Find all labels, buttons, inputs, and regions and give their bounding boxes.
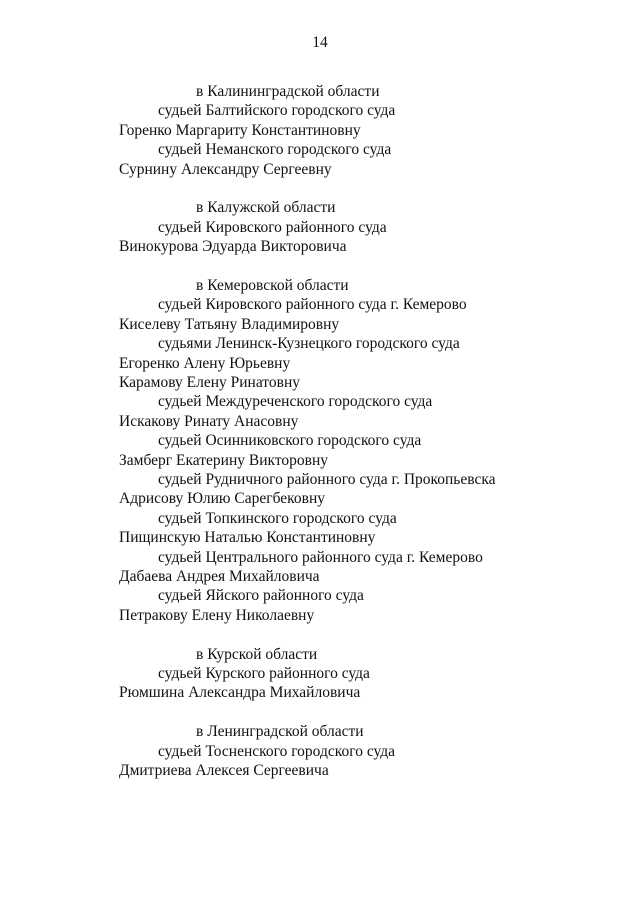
judge-name: Сурнину Александру Сергеевну	[119, 160, 332, 178]
judge-name: Дмитриева Алексея Сергеевича	[119, 762, 329, 779]
region-heading: в Ленинградской области	[196, 723, 364, 741]
judge-name: Замберг Екатерину Викторовну	[119, 451, 329, 469]
judge-name: Дабаева Андрея Михайловича	[119, 568, 320, 585]
judge-name: Пищинскую Наталью Константиновну	[119, 529, 376, 547]
court-position: судьями Ленинск-Кузнецкого городского суда	[158, 335, 460, 353]
court-position: судьей Яйского районного суда	[158, 587, 364, 605]
judge-name: Карамову Елену Ринатовну	[119, 374, 300, 391]
court-position: судьей Кировского районного суда	[158, 218, 387, 236]
court-position: судьей Центрального районного суда г. Кемерово	[158, 548, 483, 566]
page-number: 14	[312, 34, 328, 51]
judge-name: Горенко Маргариту Константиновну	[119, 121, 361, 139]
region-heading: в Курской области	[196, 645, 318, 663]
court-position: судьей Кировского районного суда г. Кемерово	[158, 296, 467, 314]
court-position: судьей Тосненского городского суда	[158, 742, 396, 760]
court-position: судьей Топкинского городского суда	[158, 509, 397, 527]
judge-name: Рюмшина Александра Михайловича	[119, 684, 361, 702]
judge-name: Киселеву Татьяну Владимировну	[119, 315, 340, 333]
region-heading: в Калининградской области	[196, 83, 380, 100]
court-position: судьей Неманского городского суда	[158, 141, 392, 159]
court-position: судьей Осинниковского городского суда	[158, 432, 422, 450]
judge-name: Искакову Ринату Анасовну	[119, 412, 299, 430]
region-heading: в Калужской области	[196, 199, 336, 217]
judge-name: Винокурова Эдуарда Викторовича	[119, 238, 347, 256]
region-heading: в Кемеровской области	[196, 277, 349, 294]
court-position: судьей Курского районного суда	[158, 665, 370, 682]
court-position: судьей Рудничного районного суда г. Прокопьевска	[158, 471, 496, 488]
court-position: судьей Балтийского городского суда	[158, 102, 396, 120]
judge-name: Адрисову Юлию Сарегбековну	[119, 490, 326, 508]
judge-name: Егоренко Алену Юрьевну	[119, 354, 291, 372]
court-position: судьей Междуреченского городского суда	[158, 393, 433, 411]
judge-name: Петракову Елену Николаевну	[119, 606, 315, 624]
